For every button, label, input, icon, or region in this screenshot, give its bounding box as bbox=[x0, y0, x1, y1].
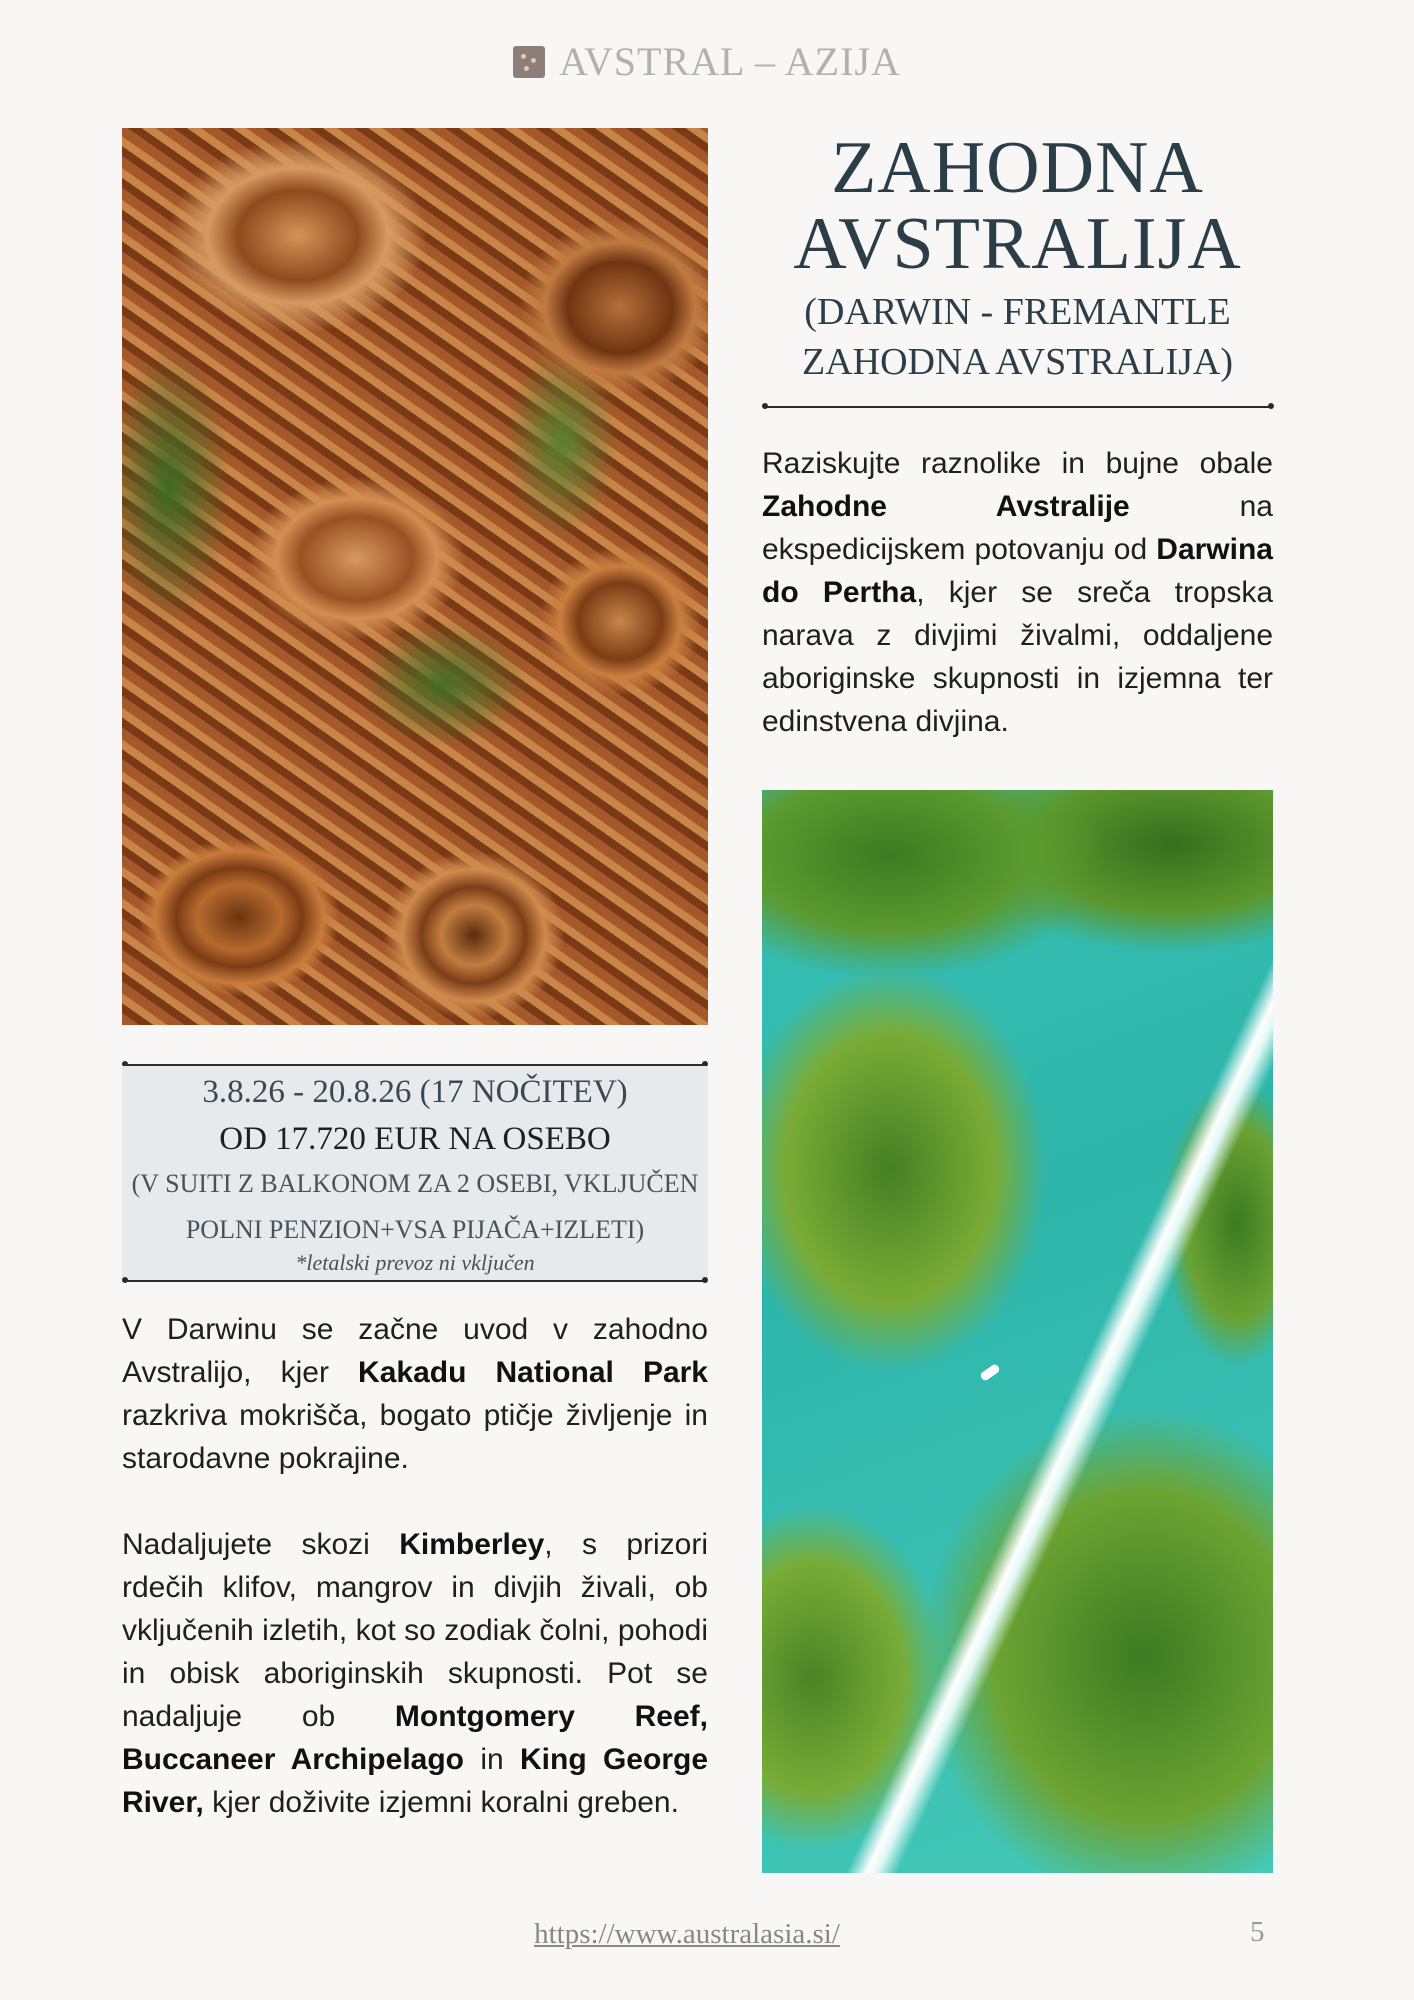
boat-icon bbox=[979, 1363, 1001, 1382]
page-title bbox=[762, 127, 1273, 383]
trip-info-box bbox=[122, 1066, 708, 1280]
bungle-bungle-photo bbox=[122, 128, 708, 1025]
trip-details-1: (V SUITI Z BALKONOM ZA 2 OSEBI, VKLJUČEN bbox=[131, 1169, 699, 1198]
subtitle-line-2: ZAHODNA AVSTRALIJA) bbox=[801, 341, 1234, 383]
intro-paragraph: Raziskujte raznolike in bujne obale Zahodne Avstralije na ekspedicijskem potovanju od Darwina do Pertha, kjer se sreča tropska narava z divjimi živalmi, oddaljene aboriginske skupnosti in izjemna ter edinstvena divjina. bbox=[762, 447, 1274, 738]
page-number: 5 bbox=[1250, 1916, 1265, 1948]
title-divider bbox=[764, 406, 1272, 408]
trip-price: OD 17.720 EUR NA OSEBO bbox=[219, 1121, 611, 1157]
kimberley-paragraph: Nadaljujete skozi Kimberley, s prizori rdečih klifov, mangrov in divjih živali, ob vključenih izletih, kot so zodiak čolni, pohodi in obisk aboriginskih skupnosti. Pot se nadaljuje ob Montgomery Reef, Buccaneer Archipelago in King George River, kjer doživite izjemni koralni greben. bbox=[122, 1528, 709, 1819]
website-link[interactable]: https://www.australasia.si/ bbox=[534, 1918, 840, 1950]
trip-note: *letalski prevoz ni vključen bbox=[295, 1250, 535, 1275]
brand-name: AVSTRAL – AZIJA bbox=[559, 39, 901, 84]
title-line-1: ZAHODNA bbox=[831, 127, 1204, 209]
darwin-paragraph: V Darwinu se začne uvod v zahodno Avstralijo, kjer Kakadu National Park razkriva mokrišča, bogato ptičje življenje in starodavne pokrajine. bbox=[122, 1313, 708, 1475]
mangrove-river-photo bbox=[762, 790, 1273, 1873]
datebox-bottom-rule bbox=[124, 1280, 706, 1282]
logo-icon bbox=[513, 46, 545, 78]
trip-dates: 3.8.26 - 20.8.26 (17 NOČITEV) bbox=[202, 1074, 628, 1110]
page-header bbox=[0, 38, 1414, 85]
title-line-2: AVSTRALIJA bbox=[793, 203, 1242, 285]
trip-details-2: POLNI PENZION+VSA PIJAČA+IZLETI) bbox=[185, 1215, 645, 1244]
subtitle-line-1: (DARWIN - FREMANTLE bbox=[804, 291, 1231, 333]
